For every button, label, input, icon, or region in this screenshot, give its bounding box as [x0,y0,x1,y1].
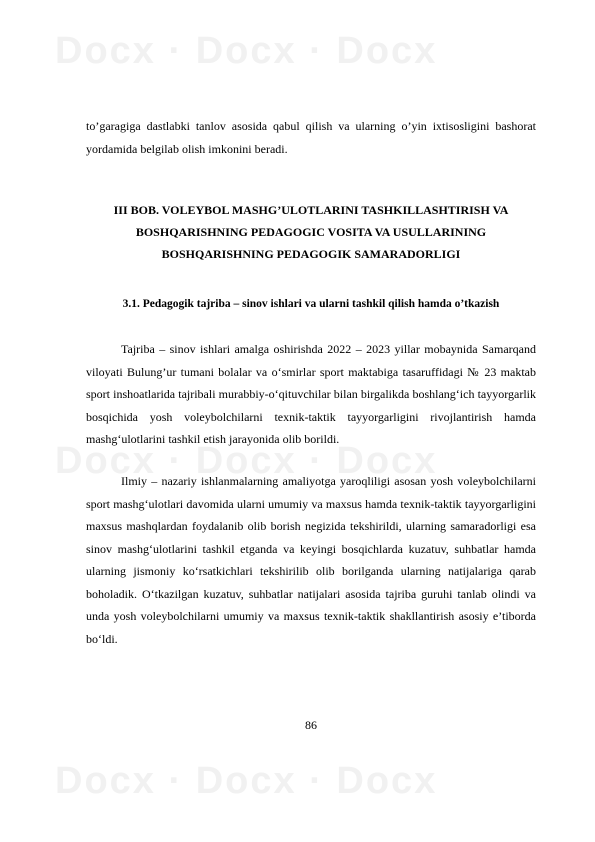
watermark-text: Docx · Docx · Docx [55,760,438,802]
intro-paragraph: to’garagiga dastlabki tanlov asosida qabul qilish va ularning o’yin ixtisosligini bashorat yordamida belgilab olish imkonini beradi. [86,119,536,156]
chapter-heading: III BOB. VOLEYBOL MASHG’ULOTLARINI TASHKILLASHTIRISH VA BOSHQARISHNING PEDAGOGIC VOSITA VA USULLARINING BOSHQARISHNING PEDAGOGIK SAMARADORLIGI [113,203,509,261]
page-number: 86 [305,718,317,732]
watermark-text: Docx · Docx · Docx [55,30,438,72]
watermark-text: Docx · Docx · Docx [55,440,438,482]
body-paragraph: Tajriba – sinov ishlari amalga oshirishda 2022 – 2023 yillar mobaynida Samarqand viloyati Bulung’ur tumani bolalar va o‘smirlar sport maktabiga tasaruffidagi № 23 maktab sport inshoatlarida tajribali murabbiy-o‘qituvchilar bilan birgalikda boshlang‘ich tayyorgarlik bosqichida yosh voleybolchilarni texnik-taktik tayyorgarligini rivojlantirish hamda mashg‘ulotlarini tashkil etish jarayonida olib borildi. [86,342,536,446]
body-paragraph: Ilmiy – nazariy ishlanmalarning amaliyotga yaroqliligi asosan yosh voleybolchilarni sport mashg‘ulotlari davomida ularni umumiy va maxsus hamda texnik-taktik tayyorgarligini maxsus mashqlardan foydalanib olib borish negizida tekshirildi, ularning samaradorligi esa sinov mashg‘ulotlarini tashkil etganda va keyingi bosqichlarda kuzatuv, suhbatlar hamda ularning jismoniy ko‘rsatkichlari tekshirilib olib borilganda ularning natijalariga qarab boholadik. O‘tkazilgan kuzatuv, suhbatlar natijalari asosida tajriba guruhi tanlab olindi va unda yosh voleybolchilarni umumiy va maxsus texnik-taktik shakllantirish asosiy e’tiborda bo‘ldi. [86,474,536,646]
section-heading: 3.1. Pedagogik tajriba – sinov ishlari va ularni tashkil qilish hamda o’tkazish [122,298,500,310]
